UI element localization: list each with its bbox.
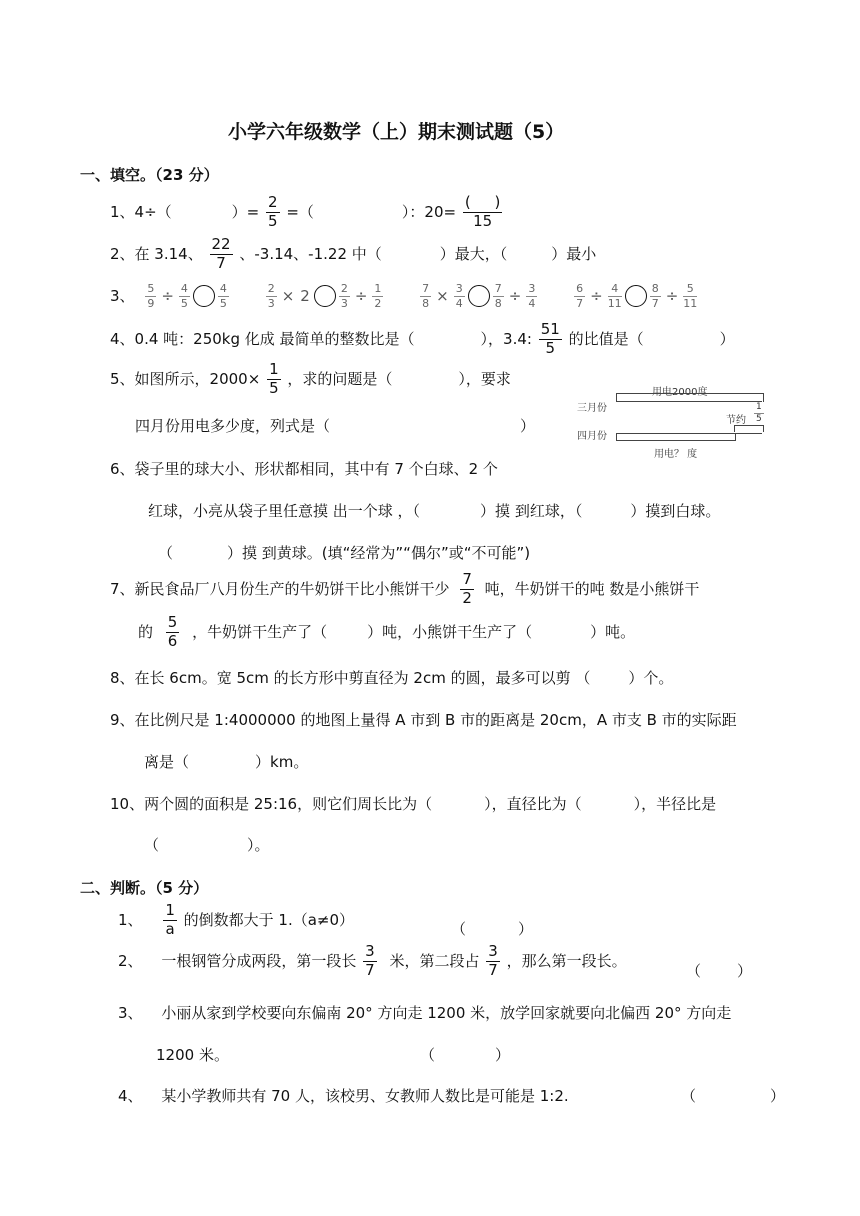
march-line [616,401,762,402]
fraction: $\frac{1}{a}$ [165,901,175,938]
save-fraction: $\frac{1}{5}$ [756,402,762,425]
fraction: $\frac{22}{7}$ [211,235,231,272]
section2-heading: 二、判断。（5 分） [80,879,209,897]
compare-group-1: $\frac{5}{9}$ ÷ $\frac{4}{5}$ $\frac{4}{5}$ [147,282,227,310]
question-9: 9、在比例尺是 1:4000000 的地图上量得 A 市到 B 市的距离是 20cm，A 市支 B 市的实际距 [110,711,737,729]
question-6-line2: 红球，小亮从袋子里任意摸 出一个球 ，（ ）摸 到红球，（ ）摸到白球。 [148,502,721,520]
compare-circle[interactable] [193,285,215,307]
fraction-blank: $\frac{( )}{15}$ [464,193,501,230]
question-2: 2、在 3.14、 $\frac{22}{7}$ 、-3.14、-1.22 中（ ）最大，（ ）最小 [110,235,597,272]
question-6: 6、袋子里的球大小、形状都相同，其中有 7 个白球、2 个 [110,460,498,478]
judge-3-answer[interactable]: （ ） [420,1046,511,1064]
fraction: $\frac{51}{5}$ [540,320,560,357]
judge-4-answer[interactable]: （ ） [681,1087,786,1105]
judge-4: 4、 某小学教师共有 70 人，该校男、女教师人数比是可能是 1:2. [118,1087,569,1105]
fraction: $\frac{3}{7}$ [488,942,498,979]
judge-1: 1、 $\frac{1}{a}$ 的倒数都大于 1.（a≠0） [118,901,355,938]
judge-2: 2、 一根钢管分成两段，第一段长 $\frac{3}{7}$ 米，第二段占 $\frac{3}{7}$ ，那么第一段长。 [118,942,627,979]
question-4: 4、0.4 吨：250kg 化成 最简单的整数比是（ ），3.4: $\frac{51}{5}$ 的比值是（ ） [110,320,735,357]
judge-1-answer[interactable]: （ ） [451,920,534,938]
fraction: $\frac{3}{7}$ [365,942,375,979]
question-5-line2: 四月份用电多少度，列式是（ ） [135,417,536,435]
question-7: 7、新民食品厂八月份生产的牛奶饼干比小熊饼干少 $\frac{7}{2}$ 吨，牛奶饼干的吨 数是小熊饼干 [110,570,700,607]
question-10-line2: （ ）。 [144,836,270,854]
question-5: 5、如图所示，2000× $\frac{1}{5}$ ，求的问题是（ ），要求 [110,360,511,397]
page-title: 小学六年级数学（上）期末测试题（5） [228,121,565,143]
judge-2-answer[interactable]: （ ） [686,962,753,980]
electricity-diagram: 用电2000度 三月份 节约 $\frac{1}{5}$ 四月份 用电？ 度 [572,385,772,460]
judge-3-line2: 1200 米。 [156,1046,229,1064]
compare-circle[interactable] [468,285,490,307]
question-1: 1、4÷（ ）= $\frac{2}{5}$ =（ ）：20= $\frac{( )}{15}$ [110,193,501,230]
question-7-line2: 的 $\frac{5}{6}$ ，牛奶饼干生产了（ ）吨，小熊饼干生产了（ ）吨。 [138,613,636,650]
judge-3: 3、 小丽从家到学校要向东偏南 20° 方向走 1200 米，放学回家就要向北偏西 20° 方向走 [118,1004,732,1022]
april-brace [616,434,736,441]
compare-circle[interactable] [625,285,647,307]
question-10: 10、两个圆的面积是 25:16，则它们周长比为（ ），直径比为（ ），半径比是 [110,795,717,813]
compare-group-3: $\frac{7}{8}$ × $\frac{3}{4}$ $\frac{7}{8}$ ÷ $\frac{3}{4}$ [422,282,536,310]
compare-group-2: $\frac{2}{3}$ × 2 $\frac{2}{3}$ ÷ $\frac{1}{2}$ [267,282,382,310]
save-brace [734,425,764,432]
question-3: 3、 $\frac{5}{9}$ ÷ $\frac{4}{5}$ $\frac{4}{5}$ $\frac{2}{3}$ × 2 $\frac{2}{3}$ ÷ $\frac{1}{2}$ $\frac{7}{8}$ × $\frac{3}{4}$ $\frac{7}{8}$ ÷ $\frac{3}{4}$ $\frac{6}{7}$ ÷ $\frac{4}{11}$ $\frac{8}{7}$ ÷ $\frac{5}{11}$ [110,282,698,310]
fraction: $\frac{1}{5}$ [269,360,279,397]
fraction: $\frac{7}{2}$ [462,570,472,607]
compare-group-4: $\frac{6}{7}$ ÷ $\frac{4}{11}$ $\frac{8}{7}$ ÷ $\frac{5}{11}$ [576,282,698,310]
compare-circle[interactable] [314,285,336,307]
fraction: $\frac{5}{6}$ [167,613,178,650]
section1-heading: 一、填空。（23 分） [80,166,219,184]
question-8: 8、在长 6cm。宽 5cm 的长方形中剪直径为 2cm 的圆，最多可以剪 （ ）个。 [110,669,674,687]
question-9-line2: 离是（ ）km。 [144,753,309,771]
fraction: $\frac{2}{5}$ [268,193,278,230]
question-6-line3: （ ）摸 到黄球。(填“经常为”“偶尔”或“不可能”) [158,544,531,562]
